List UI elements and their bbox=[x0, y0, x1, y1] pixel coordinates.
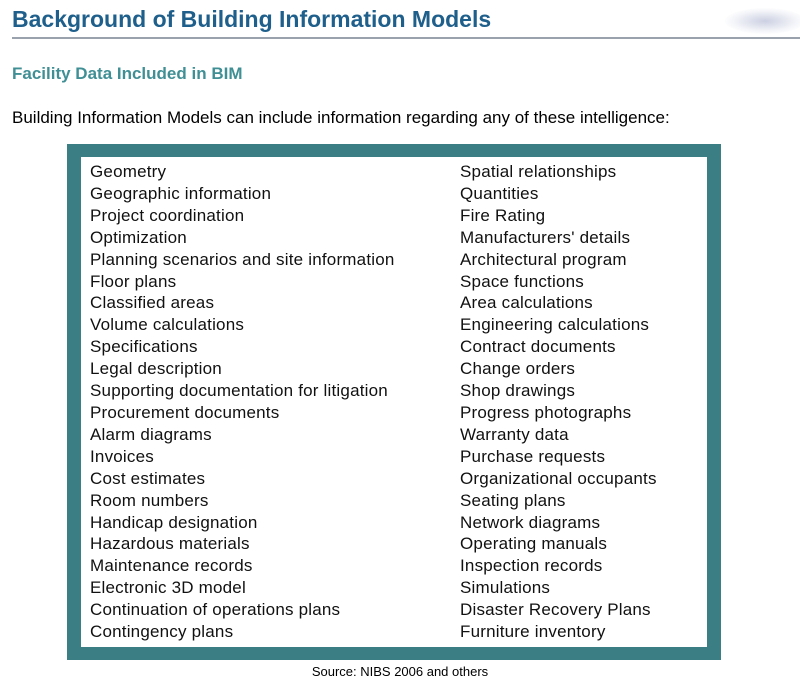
list-item: Space functions bbox=[460, 271, 584, 291]
intro-text: Building Information Models can include information regarding any of these intelligence: bbox=[12, 108, 670, 127]
list-item: Fire Rating bbox=[460, 205, 546, 225]
list-item: Warranty data bbox=[460, 424, 569, 444]
list-item: Engineering calculations bbox=[460, 315, 650, 335]
list-item: Hazardous materials bbox=[90, 534, 250, 554]
title-underline bbox=[12, 37, 800, 39]
list-item: Organizational occupants bbox=[460, 468, 657, 488]
list-item: Electronic 3D model bbox=[90, 578, 246, 598]
list-item: Legal description bbox=[90, 359, 222, 379]
list-item: Spatial relationships bbox=[460, 162, 617, 181]
list-item: Area calculations bbox=[460, 293, 593, 313]
list-item: Progress photographs bbox=[460, 402, 632, 422]
list-item: Purchase requests bbox=[460, 446, 606, 466]
list-item: Floor plans bbox=[90, 271, 177, 291]
list-item: Procurement documents bbox=[90, 402, 280, 422]
corner-smudge bbox=[725, 8, 800, 34]
list-item: Contract documents bbox=[460, 337, 616, 357]
list-item: Inspection records bbox=[460, 556, 603, 576]
list-item: Simulations bbox=[460, 578, 551, 598]
list-item: Handicap designation bbox=[90, 512, 258, 532]
list-item: Classified areas bbox=[90, 293, 215, 313]
list-item: Geographic information bbox=[90, 183, 272, 203]
list-item: Quantities bbox=[460, 183, 539, 203]
list-item: Invoices bbox=[90, 446, 154, 466]
list-item: Room numbers bbox=[90, 490, 209, 510]
list-item: Cost estimates bbox=[90, 468, 206, 488]
list-item: Shop drawings bbox=[460, 381, 576, 401]
list-item: Furniture inventory bbox=[460, 622, 606, 642]
list-item: Maintenance records bbox=[90, 556, 253, 576]
right-column bbox=[460, 161, 657, 643]
list-item: Contingency plans bbox=[90, 622, 234, 642]
list-item: Planning scenarios and site information bbox=[90, 249, 395, 269]
list-item: Specifications bbox=[90, 337, 198, 357]
list-item: Alarm diagrams bbox=[90, 424, 212, 444]
list-item: Disaster Recovery Plans bbox=[460, 600, 651, 620]
list-item: Continuation of operations plans bbox=[90, 600, 341, 620]
list-item: Optimization bbox=[90, 227, 187, 247]
list-item: Supporting documentation for litigation bbox=[90, 381, 388, 401]
page-title: Background of Building Information Models bbox=[12, 6, 492, 32]
list-item: Network diagrams bbox=[460, 512, 601, 532]
left-column bbox=[90, 161, 395, 643]
list-item: Change orders bbox=[460, 359, 576, 379]
list-item: Architectural program bbox=[460, 249, 627, 269]
list-item: Operating manuals bbox=[460, 534, 608, 554]
section-subtitle: Facility Data Included in BIM bbox=[12, 64, 243, 83]
list-panel bbox=[81, 157, 707, 647]
list-item: Project coordination bbox=[90, 205, 245, 225]
list-item: Seating plans bbox=[460, 490, 566, 510]
source-caption: Source: NIBS 2006 and others bbox=[311, 664, 489, 679]
list-item: Geometry bbox=[90, 162, 167, 181]
list-item: Volume calculations bbox=[90, 315, 245, 335]
list-item: Manufacturers' details bbox=[460, 227, 631, 247]
